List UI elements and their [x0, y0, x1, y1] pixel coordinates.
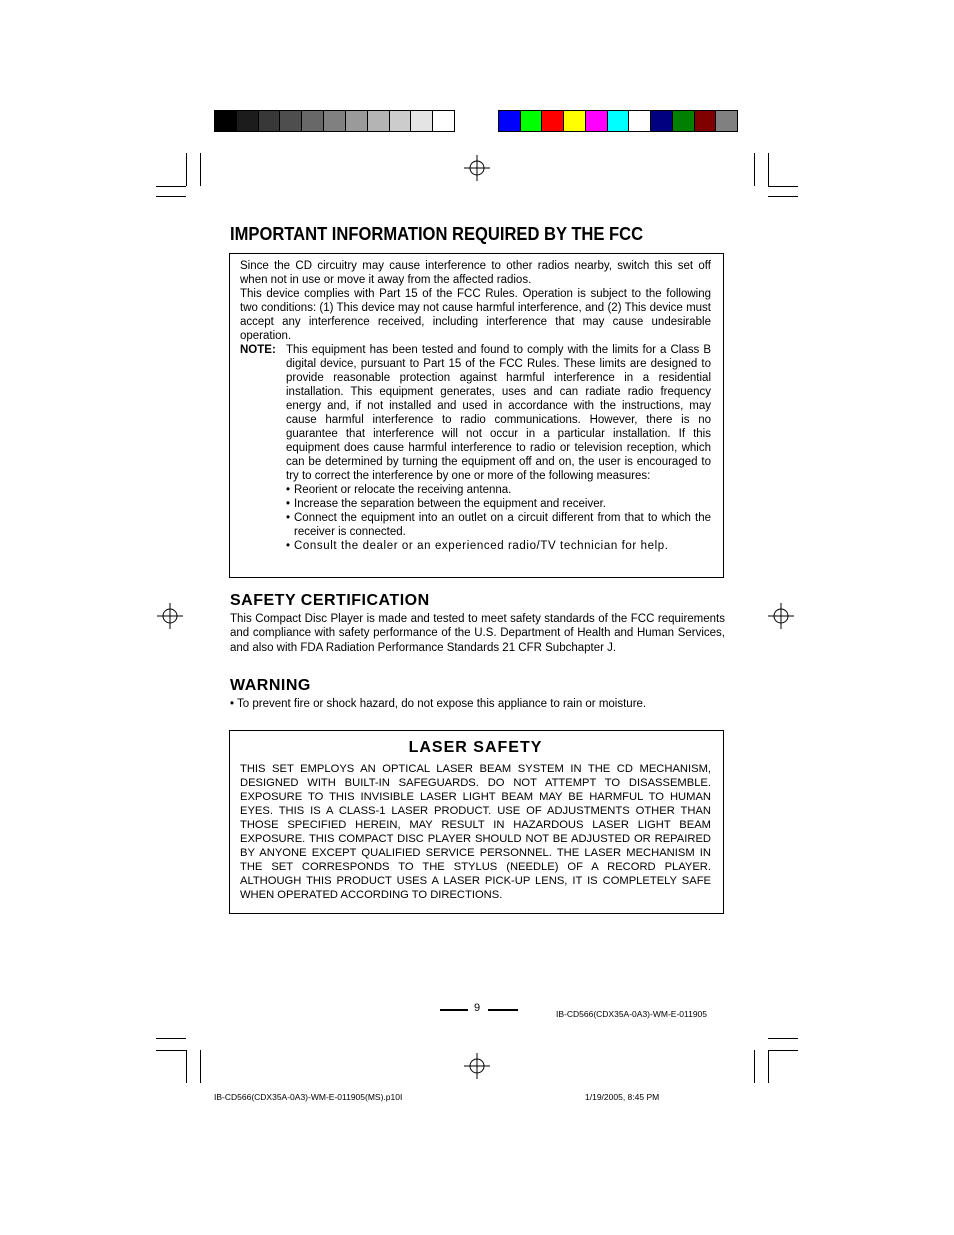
crop-mark: [768, 1050, 769, 1083]
crop-mark: [156, 186, 186, 187]
list-item: • Increase the separation between the equipment and receiver.: [286, 498, 606, 510]
laser-safety-heading: LASER SAFETY: [408, 739, 543, 756]
color-swatch: [368, 111, 390, 131]
file-name: IB-CD566(CDX35A-0A3)-WM-E-011905(MS).p10I: [214, 1092, 403, 1102]
measures-list: [286, 483, 711, 553]
document-code: IB-CD566(CDX35A-0A3)-WM-E-011905: [556, 1009, 708, 1019]
color-swatch: [433, 111, 454, 131]
crop-mark: [156, 1038, 186, 1039]
color-swatch: [564, 111, 586, 131]
fcc-paragraph-interference: Since the CD circuitry may cause interference to other radios nearby, switch this set off when not in use or move it away from the affected radios.: [240, 260, 711, 286]
color-swatch: [651, 111, 673, 131]
laser-safety-text: THIS SET EMPLOYS AN OPTICAL LASER BEAM SYSTEM IN THE CD MECHANISM, DESIGNED WITH BUILT-IN SAFEGUARDS. DO NOT ATTEMPT TO DISASSEMBLE. EXPOSURE TO THIS INVISIBLE LASER LIGHT BEAM MAY BE HARMFUL TO HUMAN EYES. THIS IS A CLASS-1 LASER PRODUCT. USE OF ADJUSTMENTS OTHER THAN THOSE SPECIFIED HEREIN, MAY RESULT IN HAZARDOUS LASER LIGHT BEAM EXPOSURE. THIS COMPACT DISC PLAYER SHOULD NOT BE ADJUSTED OR REPAIRED BY ANYONE EXCEPT QUALIFIED SERVICE PERSONNEL. THE LASER MECHANISM IN THE SET CORRESPONDS TO THE STYLUS (NEEDLE) OF A RECORD PLAYER. ALTHOUGH THIS PRODUCT USES A LASER PICK-UP LENS, IT IS COMPLETELY SAFE WHEN OPERATED ACCORDING TO DIRECTIONS.: [240, 763, 711, 901]
color-swatch: [629, 111, 651, 131]
warning-heading: WARNING: [230, 677, 311, 694]
crop-mark: [768, 153, 769, 186]
list-item: • Reorient or relocate the receiving antenna.: [286, 484, 512, 496]
note-text: This equipment has been tested and found to comply with the limits for a Class B digital device, pursuant to Part 15 of the FCC Rules. These limits are designed to provide reasonable protection against harmful interference in a residential installation. This equipment generates, uses and can radiate radio frequency energy and, if not installed and used in accordance with the instructions, may cause harmful interference to radio communications. However, there is no guarantee that interference will not occur in a particular installation. If this equipment does cause harmful interference to radio or television reception, which can be determined by turning the equipment off and on, the user is encouraged to try to correct the interference by one or more of the following measures:: [286, 344, 711, 482]
color-swatch: [499, 111, 521, 131]
color-swatch: [411, 111, 433, 131]
color-swatch: [215, 111, 237, 131]
laser-safety-box: [229, 730, 724, 914]
crop-mark: [754, 1050, 755, 1083]
crop-mark: [768, 1050, 798, 1051]
color-swatch: [346, 111, 368, 131]
list-item: • Connect the equipment into an outlet on a circuit different from that to which the receiver is connected.: [286, 512, 711, 538]
crop-mark: [768, 196, 798, 197]
color-swatch: [390, 111, 412, 131]
bullet: •: [230, 698, 238, 710]
fcc-info-box: [229, 253, 724, 578]
page-number-rule-left: [440, 1009, 468, 1011]
crop-mark: [186, 153, 187, 186]
color-swatch: [586, 111, 608, 131]
color-swatch: [324, 111, 346, 131]
color-calibration-bar: [498, 110, 738, 132]
color-swatch: [302, 111, 324, 131]
crop-mark: [768, 1038, 798, 1039]
color-swatch: [608, 111, 630, 131]
note-label: NOTE:: [240, 344, 276, 356]
registration-mark-icon: [157, 603, 183, 629]
registration-mark-icon: [464, 1053, 490, 1079]
list-item: • Consult the dealer or an experienced radio/TV technician for help.: [286, 540, 669, 552]
crop-mark: [754, 153, 755, 186]
color-swatch: [695, 111, 717, 131]
crop-mark: [200, 1050, 201, 1083]
grayscale-calibration-bar: [214, 110, 455, 132]
crop-mark: [156, 196, 186, 197]
crop-mark: [186, 1050, 187, 1083]
registration-mark-icon: [768, 603, 794, 629]
fcc-paragraph-compliance: This device complies with Part 15 of the FCC Rules. Operation is subject to the following two conditions: (1) This device may not cause harmful interference, and (2) This device must accept any interference received, including interference that may cause undesirable operation.: [240, 288, 711, 342]
fcc-note: [240, 343, 711, 553]
color-swatch: [716, 111, 737, 131]
color-swatch: [259, 111, 281, 131]
color-swatch: [521, 111, 543, 131]
timestamp: 1/19/2005, 8:45 PM: [585, 1092, 660, 1102]
color-swatch: [280, 111, 302, 131]
warning-text: • To prevent fire or shock hazard, do not expose this appliance to rain or moisture.: [230, 698, 647, 710]
color-swatch: [237, 111, 259, 131]
page-number: 9: [474, 1002, 481, 1014]
safety-certification-text: This Compact Disc Player is made and tested to meet safety standards of the FCC requirements and compliance with safety performance of the U.S. Department of Health and Human Services, and also with FDA Radiation Performance Standards 21 CFR Subchapter J.: [230, 613, 725, 654]
crop-mark: [200, 153, 201, 186]
color-swatch: [542, 111, 564, 131]
color-swatch: [673, 111, 695, 131]
fcc-title: IMPORTANT INFORMATION REQUIRED BY THE FCC: [230, 224, 644, 244]
crop-mark: [156, 1050, 186, 1051]
safety-certification-heading: SAFETY CERTIFICATION: [230, 592, 430, 609]
registration-mark-icon: [464, 155, 490, 181]
page-number-rule-right: [488, 1009, 518, 1011]
crop-mark: [768, 186, 798, 187]
